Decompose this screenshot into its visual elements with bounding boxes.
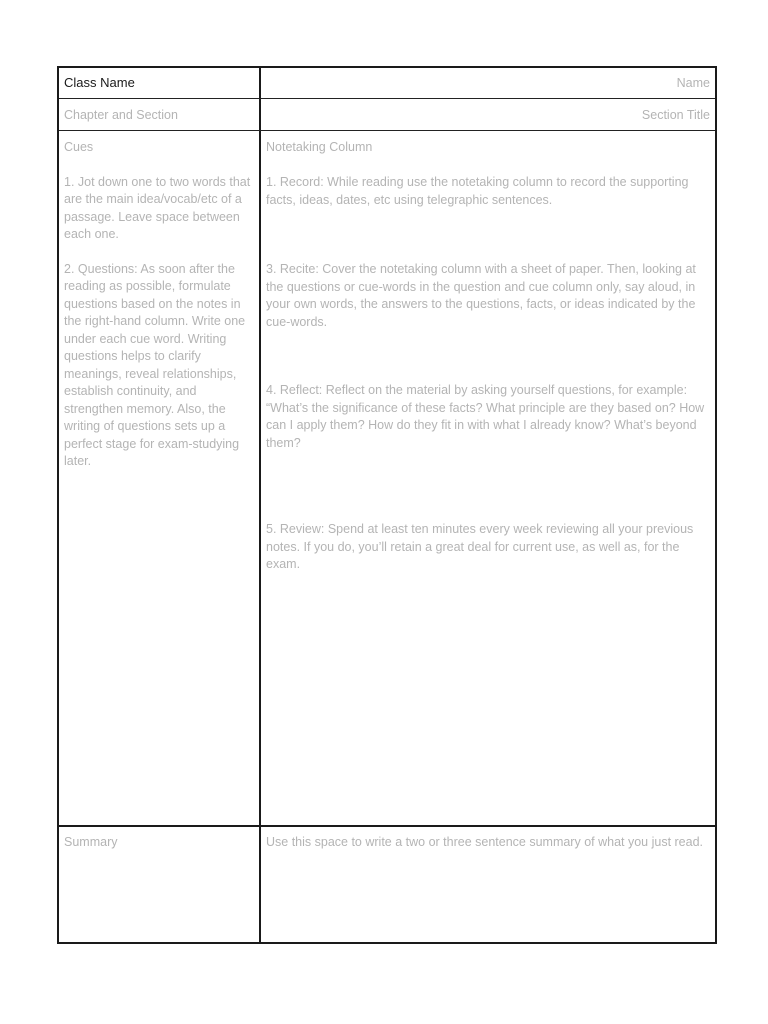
cues-item-questions: 2. Questions: As soon after the reading as possible, formulate questions based on the notes in the right-hand column. Write one under each cue word. Writing questions helps to clarify meanings, reveal relationships, establish continuity, and strengthen memory. Also, the writing of questions sets up a perfect stage for exam-studying later. [64,261,246,468]
class-name-label: Class Name [64,75,135,90]
name-label: Name [676,76,710,90]
column-divider [259,68,261,942]
cues-column [64,139,254,471]
notetaking-heading: Notetaking Column [266,140,373,154]
note-recite: 3. Recite: Cover the notetaking column with a sheet of paper. Then, looking at the questions or cue-words in the question and cue column only, say aloud, in your own words, the answers to the questions, facts, or ideas indicated by the cue-words. [266,262,696,329]
section-title-label: Section Title [641,108,710,122]
header-divider [59,98,715,99]
notetaking-column [266,139,713,819]
cues-item-jot-down: 1. Jot down one to two words that are the main idea/vocab/etc of a passage. Leave space between each one. [64,174,251,241]
note-record: 1. Record: While reading use the notetaking column to record the supporting facts, ideas, dates, etc using telegraphic sentences. [266,175,689,207]
cornell-notes-sheet [57,66,717,944]
note-reflect: 4. Reflect: Reflect on the material by asking yourself questions, for example: “What’s the significance of these facts? What principle are they based on? How can I apply them? How do they fit in with what I already know? What’s beyond them? [266,383,705,450]
summary-label: Summary [64,835,118,849]
subheader-divider [59,130,715,131]
chapter-section-label: Chapter and Section [64,108,178,122]
cues-heading: Cues [64,140,94,154]
summary-text: Use this space to write a two or three sentence summary of what you just read. [266,835,704,849]
summary-divider [59,825,715,827]
note-review: 5. Review: Spend at least ten minutes every week reviewing all your previous notes. If you do, you’ll retain a great deal for current use, as well as, for the exam. [266,522,694,571]
